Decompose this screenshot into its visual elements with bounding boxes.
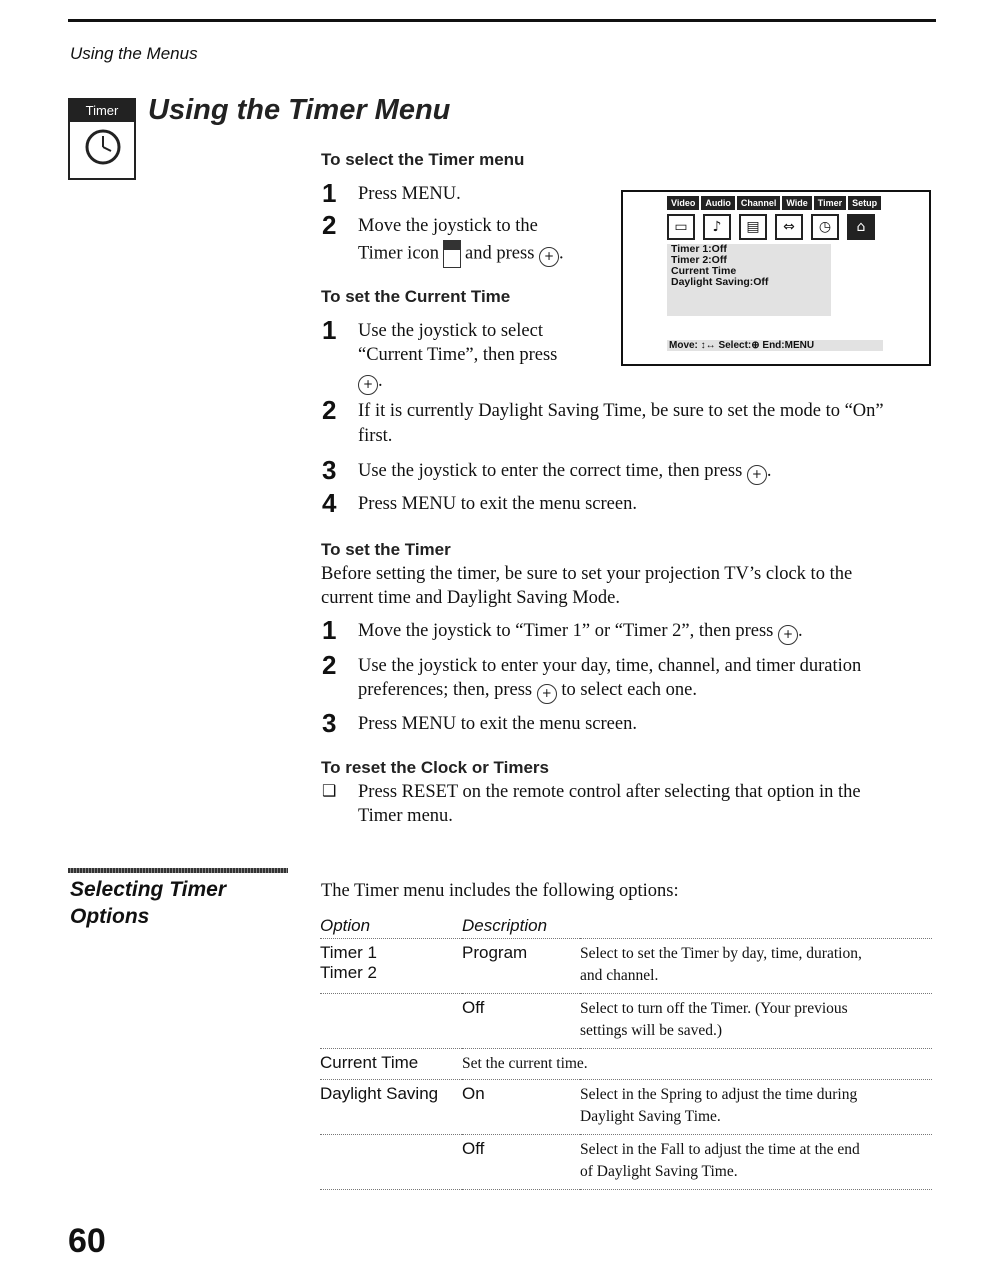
table-row: Current Time Set the current time. bbox=[320, 1049, 932, 1080]
step-number: 2 bbox=[322, 395, 337, 425]
timer-small-icon bbox=[443, 240, 461, 268]
step-number: 3 bbox=[322, 455, 337, 485]
column-header: Description bbox=[462, 912, 932, 939]
video-icon: ▭ bbox=[667, 214, 695, 240]
audio-icon: ♪ bbox=[703, 214, 731, 240]
menu-footer: Move: ↕↔ Select:⊕ End:MENU bbox=[667, 340, 883, 351]
table-row: Off Select to turn off the Timer. (Your previous settings will be saved.) bbox=[320, 994, 932, 1049]
timer-badge bbox=[68, 98, 136, 180]
table-header-row bbox=[320, 912, 932, 939]
joystick-button-icon: + bbox=[539, 247, 559, 267]
step-number: 1 bbox=[322, 315, 337, 345]
menu-tab: Video bbox=[667, 196, 699, 210]
table-row: Timer 1 Timer 2 Program Select to set the Timer by day, time, duration, and channel. bbox=[320, 939, 932, 994]
options-table bbox=[320, 912, 932, 1190]
step-text: Press MENU to exit the menu screen. bbox=[358, 714, 637, 734]
table-row: Off Select in the Fall to adjust the time at the end of Daylight Saving Time. bbox=[320, 1135, 932, 1190]
step-text: Press MENU. bbox=[358, 184, 461, 204]
options-intro: The Timer menu includes the following options: bbox=[321, 881, 679, 901]
reset-heading: To reset the Clock or Timers bbox=[321, 758, 549, 777]
joystick-button-icon: + bbox=[358, 375, 378, 395]
select-menu-heading: To select the Timer menu bbox=[321, 150, 525, 169]
step-number: 4 bbox=[322, 488, 337, 518]
section-rule bbox=[68, 868, 288, 873]
joystick-button-icon: + bbox=[747, 465, 767, 485]
step-number: 2 bbox=[322, 650, 337, 680]
joystick-button-icon: + bbox=[778, 625, 798, 645]
top-rule bbox=[68, 19, 936, 22]
step-text: If it is currently Daylight Saving Time, be sure to set the mode to “On” bbox=[358, 401, 884, 421]
section-title: Selecting Timer Options bbox=[70, 878, 227, 928]
setup-icon: ⌂ bbox=[847, 214, 875, 240]
step-text: Use the joystick to select bbox=[358, 321, 543, 341]
step-text: Use the joystick to enter the correct time, then press + . bbox=[358, 459, 772, 485]
timer-menu-list bbox=[667, 244, 831, 316]
menu-tab: Wide bbox=[782, 196, 811, 210]
step-number: 1 bbox=[322, 178, 337, 208]
step-number: 3 bbox=[322, 708, 337, 738]
timer-badge-label: Timer bbox=[70, 100, 134, 122]
menu-line: Daylight Saving:Off bbox=[671, 276, 769, 288]
set-timer-intro: current time and Daylight Saving Mode. bbox=[321, 588, 621, 608]
menu-line: Current Time bbox=[671, 265, 737, 277]
timer-icon: ◷ bbox=[811, 214, 839, 240]
set-timer-heading: To set the Timer bbox=[321, 540, 451, 559]
current-time-heading: To set the Current Time bbox=[321, 287, 511, 306]
menu-tab: Channel bbox=[737, 196, 781, 210]
menu-tab: Setup bbox=[848, 196, 881, 210]
reset-text: Timer menu. bbox=[358, 806, 453, 826]
step-text: “Current Time”, then press bbox=[358, 345, 558, 365]
menu-icon-row bbox=[667, 214, 875, 240]
column-header: Option bbox=[320, 912, 462, 939]
checkbox-bullet-icon: ❑ bbox=[322, 783, 337, 800]
step-text: preferences; then, press + to select each one. bbox=[358, 678, 697, 704]
step-text: Move the joystick to the bbox=[358, 216, 538, 236]
menu-tab: Audio bbox=[701, 196, 735, 210]
set-timer-intro: Before setting the timer, be sure to set your projection TV’s clock to the bbox=[321, 564, 853, 584]
channel-icon: ▤ bbox=[739, 214, 767, 240]
step-text-continued: Timer icon and press + . bbox=[358, 240, 564, 268]
running-head: Using the Menus bbox=[70, 44, 198, 63]
step-text: first. bbox=[358, 426, 393, 446]
tv-menu-screenshot bbox=[621, 190, 931, 366]
table-row: Daylight Saving On Select in the Spring to adjust the time during Daylight Saving Time. bbox=[320, 1080, 932, 1135]
step-text: + . bbox=[358, 369, 383, 395]
clock-icon bbox=[84, 128, 122, 166]
step-text: Press MENU to exit the menu screen. bbox=[358, 494, 637, 514]
menu-tab-bar bbox=[667, 196, 881, 210]
step-number: 1 bbox=[322, 615, 337, 645]
menu-line: Timer 1:Off bbox=[671, 243, 727, 255]
page-title: Using the Timer Menu bbox=[148, 94, 451, 126]
reset-text: Press RESET on the remote control after selecting that option in the bbox=[358, 782, 861, 802]
joystick-button-icon: + bbox=[537, 684, 557, 704]
menu-tab: Timer bbox=[814, 196, 846, 210]
menu-line: Timer 2:Off bbox=[671, 254, 727, 266]
page-number: 60 bbox=[68, 1222, 106, 1260]
wide-icon: ⇔ bbox=[775, 214, 803, 240]
step-text: Use the joystick to enter your day, time, channel, and timer duration bbox=[358, 656, 862, 676]
step-number: 2 bbox=[322, 210, 337, 240]
step-text: Move the joystick to “Timer 1” or “Timer 2”, then press + . bbox=[358, 619, 803, 645]
